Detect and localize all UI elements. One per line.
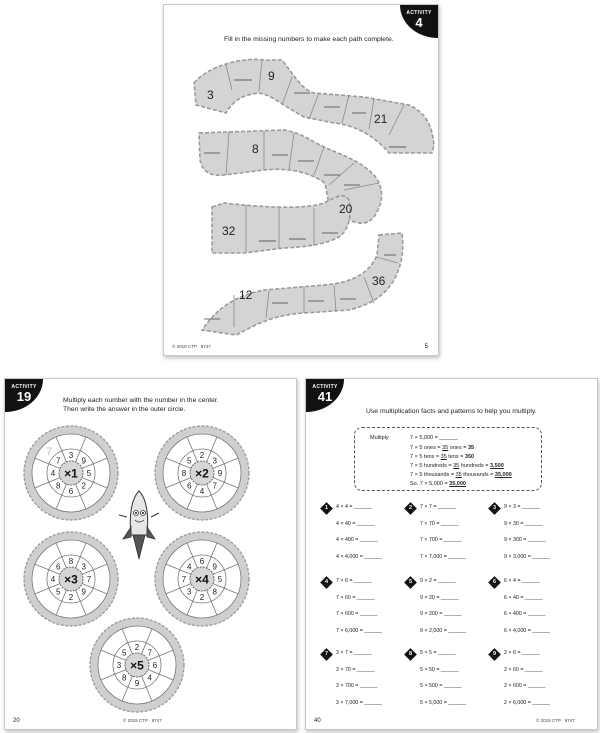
- wheel-number: 8: [68, 557, 74, 566]
- instruction-text: Fill in the missing numbers to make each path complete.: [224, 36, 394, 43]
- wheel-number: 7: [147, 648, 152, 658]
- wheel-multiplier: ×4: [195, 572, 209, 587]
- wheel-number: 4: [147, 673, 152, 683]
- multiplication-wheel: [152, 529, 252, 629]
- wheel-number: 9: [81, 456, 86, 466]
- activity-label: ACTIVITY: [11, 384, 37, 390]
- worksheet-page-activity-19: [4, 378, 297, 730]
- equation-line[interactable]: 7 × 70 = ______: [420, 520, 459, 527]
- wheel-number: 6: [187, 481, 192, 491]
- wheel-number: 6: [56, 562, 61, 572]
- path-number: 36: [372, 274, 386, 288]
- instruction-text: Use multiplication facts and patterns to help you multiply.: [366, 408, 537, 415]
- wheel-number: 7: [56, 456, 61, 466]
- equation-line[interactable]: 9 × 2 = ______: [420, 578, 456, 584]
- wheel-number: 5: [217, 575, 223, 584]
- wheel-number: 9: [81, 587, 86, 597]
- example-line: 7 × 5 ones = 35 ones = 35: [410, 445, 475, 451]
- path-number: 20: [339, 202, 353, 216]
- multiplication-wheel: [87, 615, 187, 715]
- wheel-number: 4: [50, 575, 56, 584]
- problem-number-badge: 4: [320, 576, 333, 589]
- problem-number-badge: 6: [488, 576, 501, 589]
- equation-line[interactable]: 5 × 500 = ______: [420, 683, 462, 689]
- wheel-number: 5: [187, 456, 192, 466]
- equation-line[interactable]: 3 × 70 = ______: [336, 666, 375, 673]
- equation-line[interactable]: 7 × 7,000 = ______: [420, 553, 466, 560]
- multiplication-wheel: [152, 423, 252, 523]
- wheel-number: 6: [152, 661, 158, 670]
- activity-label: ACTIVITY: [406, 10, 432, 16]
- problem-number-badge: 1: [320, 502, 333, 515]
- wheel-number: 8: [212, 587, 217, 597]
- wheel-multiplier: ×3: [64, 572, 78, 587]
- equation-line[interactable]: 3 × 7 = ______: [336, 650, 372, 656]
- equation-line[interactable]: 2 × 6,000 = ______: [504, 699, 550, 706]
- equation-line[interactable]: 4 × 400 = ______: [336, 537, 378, 543]
- equation-line[interactable]: 9 × 3 = ______: [504, 504, 540, 510]
- wheel-number: 4: [50, 469, 56, 478]
- equation-line[interactable]: 7 × 600 = ______: [336, 611, 378, 617]
- equation-line[interactable]: 9 × 200 = ______: [420, 611, 462, 617]
- wheel-number: 9: [134, 679, 140, 688]
- worksheet-page-activity-41: [305, 378, 598, 730]
- equation-line[interactable]: 7 × 60 = ______: [336, 594, 375, 601]
- wheel-number: 3: [187, 587, 192, 597]
- path-numbers-layer: [164, 5, 438, 355]
- wheel-number: 3: [81, 562, 86, 572]
- activity-badge: [306, 379, 344, 412]
- wheel-number: 4: [199, 487, 205, 496]
- activity-badge: [5, 379, 43, 412]
- wheel-number: 2: [81, 481, 86, 491]
- wheel-number: 3: [212, 456, 217, 466]
- wheel-number: 9: [212, 562, 217, 572]
- example-line: So, 7 × 5,000 = 35,000: [410, 481, 466, 487]
- wheel-number: 8: [122, 673, 127, 683]
- activity-number: 4: [415, 15, 423, 30]
- wheel-multiplier: ×5: [130, 658, 144, 673]
- problem-number-badge: 8: [404, 648, 417, 661]
- activity-number: 19: [16, 389, 32, 404]
- equation-line[interactable]: 9 × 2,000 = ______: [420, 627, 466, 634]
- copyright-footer: © 2019 CTP · 8747: [172, 344, 211, 349]
- wheel-number: 2: [199, 451, 205, 460]
- wheel-number: 6: [68, 487, 74, 496]
- path-number: 9: [268, 69, 275, 83]
- wheel-number: 3: [68, 451, 74, 460]
- equation-line[interactable]: 9 × 300 = ______: [504, 537, 546, 543]
- wheel-number: 7: [212, 481, 217, 491]
- example-heading: 7 × 5,000 = ______: [410, 435, 458, 441]
- wheel-number: 6: [199, 557, 205, 566]
- example-line: 7 × 5 thousands = 35 thousands = 35,000: [410, 472, 512, 478]
- equation-line[interactable]: 6 × 40 = ______: [504, 594, 543, 601]
- page-number: 40: [314, 718, 321, 724]
- equation-line[interactable]: 3 × 7,000 = ______: [336, 699, 382, 706]
- problem-number-badge: 2: [404, 502, 417, 515]
- path-number: 3: [207, 88, 214, 102]
- worksheet-page-activity-4: [163, 4, 439, 356]
- wheel-number: 2: [68, 593, 74, 602]
- wheel-number: 3: [116, 661, 122, 670]
- wheel-number: 7: [86, 575, 92, 584]
- equation-line[interactable]: 6 × 4 = ______: [504, 578, 540, 584]
- multiplication-wheel: [21, 423, 121, 523]
- equation-line[interactable]: 7 × 6,000 = ______: [336, 627, 382, 634]
- wheel-number: 4: [187, 562, 192, 572]
- path-number: 21: [374, 112, 388, 126]
- path-number: 8: [252, 142, 259, 156]
- equation-line[interactable]: 7 × 700 = ______: [420, 537, 462, 543]
- wheel-multiplier: ×1: [64, 466, 78, 481]
- equation-line[interactable]: 3 × 700 = ______: [336, 683, 378, 689]
- wheel-number: 8: [181, 469, 187, 478]
- example-label: Multiply: [370, 435, 389, 441]
- equation-line[interactable]: 5 × 5 = ______: [420, 650, 456, 656]
- copyright-footer: © 2019 CTP · 8747: [536, 718, 575, 723]
- wheel-number: 8: [56, 481, 61, 491]
- problem-number-badge: 5: [404, 576, 417, 589]
- wheel-number: 2: [134, 643, 140, 652]
- equation-line[interactable]: 9 × 20 = ______: [420, 594, 459, 601]
- equation-line[interactable]: 6 × 4,000 = ______: [504, 627, 550, 634]
- wheel-number: 5: [86, 469, 92, 478]
- equation-line[interactable]: 4 × 4,000 = ______: [336, 553, 382, 560]
- wheel-number: 5: [122, 648, 127, 658]
- page-number: 20: [13, 718, 20, 724]
- path-number: 32: [222, 224, 236, 238]
- rocket-mascot-illustration: [117, 487, 161, 567]
- wheel-number: 2: [199, 593, 205, 602]
- equation-line[interactable]: 5 × 5,000 = ______: [420, 699, 466, 706]
- activity-number: 41: [317, 389, 333, 404]
- multiplication-wheel: [21, 529, 121, 629]
- example-line: 7 × 5 hundreds = 35 hundreds = 3,500: [410, 463, 504, 469]
- path-number: 12: [239, 288, 253, 302]
- problem-number-badge: 3: [488, 502, 501, 515]
- example-line: 7 × 5 tens = 35 tens = 350: [410, 454, 475, 460]
- equation-line[interactable]: 9 × 3,000 = ______: [504, 553, 550, 560]
- wheel-number: 9: [217, 469, 223, 478]
- wheel-number: 5: [56, 587, 61, 597]
- instruction-text: [63, 396, 219, 414]
- page-number: 5: [424, 344, 428, 350]
- equation-line[interactable]: 4 × 40 = ______: [336, 520, 375, 527]
- copyright-footer: © 2019 CTP · 8747: [123, 718, 162, 723]
- equation-line[interactable]: 4 × 4 = ______: [336, 504, 372, 510]
- problem-number-badge: 7: [320, 648, 333, 661]
- equation-line[interactable]: 7 × 6 = ______: [336, 578, 372, 584]
- instruction-line: Then write the answer in the outer circle.: [63, 406, 186, 413]
- wheel-number: 7: [181, 575, 187, 584]
- equation-line[interactable]: 2 × 6 = ______: [504, 650, 540, 656]
- example-answer: 7: [46, 446, 53, 459]
- equation-line[interactable]: 5 × 50 = ______: [420, 666, 459, 673]
- instruction-line: Multiply each number with the number in the center.: [63, 397, 219, 404]
- wheel-multiplier: ×2: [195, 466, 209, 481]
- equation-line[interactable]: 9 × 30 = ______: [504, 520, 543, 527]
- equation-line[interactable]: 6 × 400 = ______: [504, 611, 546, 617]
- equation-line[interactable]: 2 × 60 = ______: [504, 666, 543, 673]
- activity-label: ACTIVITY: [312, 384, 338, 390]
- equation-line[interactable]: 7 × 7 = ______: [420, 504, 456, 510]
- problem-number-badge: 9: [488, 648, 501, 661]
- equation-line[interactable]: 2 × 600 = ______: [504, 683, 546, 689]
